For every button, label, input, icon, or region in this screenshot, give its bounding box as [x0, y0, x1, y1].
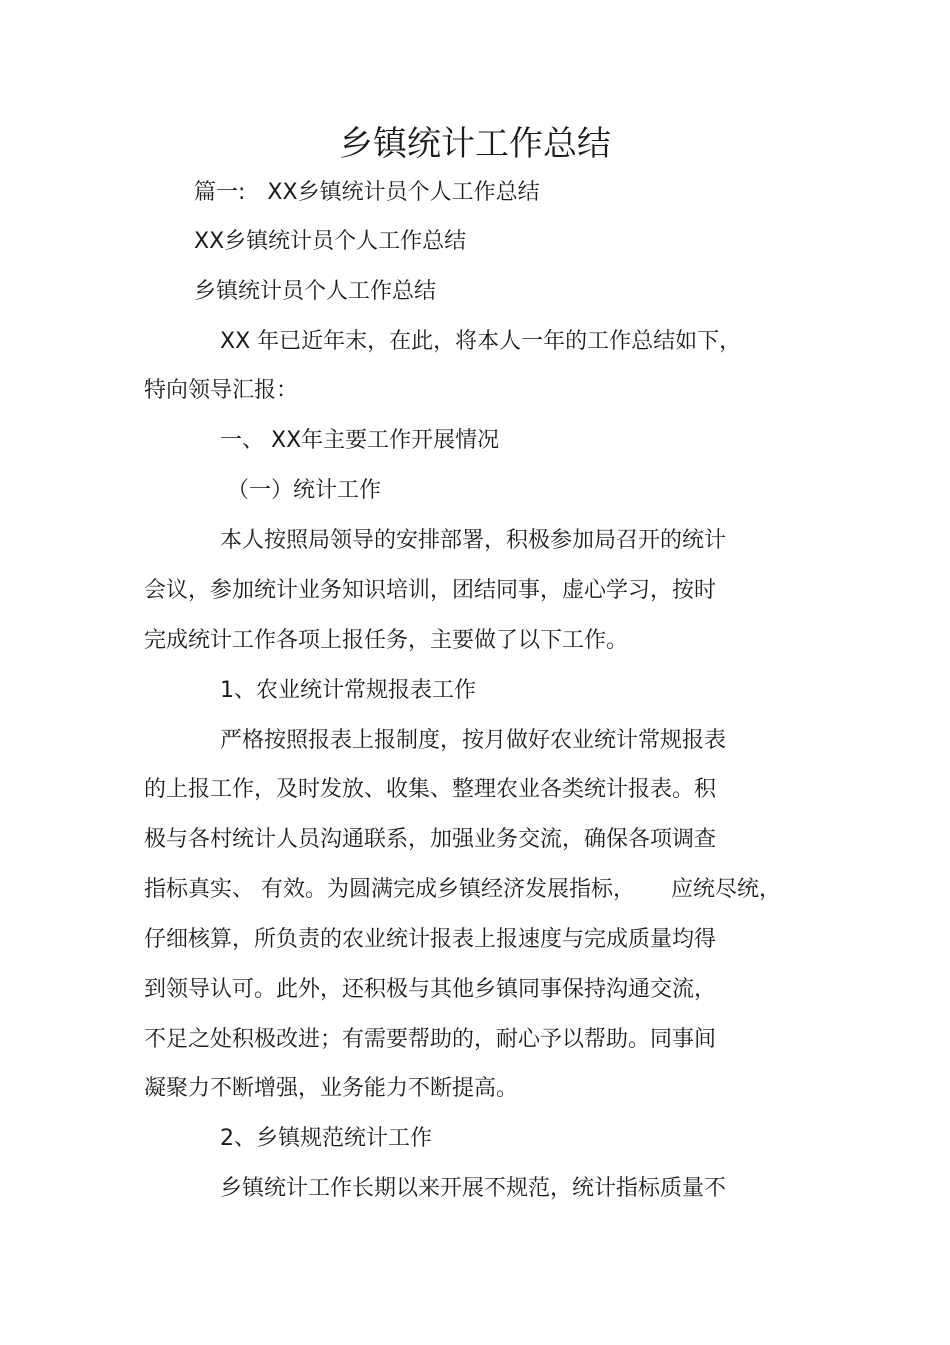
paragraph-line: XX 年已近年末，在此，将本人一年的工作总结如下， — [220, 329, 742, 354]
paragraph-line: 到领导认可。此外，还积极与其他乡镇同事保持沟通交流， — [144, 977, 717, 1002]
paragraph-line-part: 指标真实、 有效。为圆满完成乡镇经济发展指标， — [144, 877, 635, 902]
paragraph-line: 特向领导汇报： — [144, 378, 299, 403]
paragraph-line: 的上报工作，及时发放、收集、整理农业各类统计报表。积 — [144, 777, 717, 802]
paragraph-line: 会议，参加统计业务知识培训，团结同事，虚心学习，按时 — [144, 578, 717, 603]
paragraph-line: 完成统计工作各项上报任务，主要做了以下工作。 — [144, 628, 629, 653]
paragraph-line: 凝聚力不断增强，业务能力不断提高。 — [144, 1076, 519, 1101]
paragraph-line: 本人按照局领导的安排部署，积极参加局召开的统计 — [220, 528, 727, 553]
section-heading: 一、 XX年主要工作开展情况 — [220, 428, 500, 453]
subsection-heading: （一）统计工作 — [227, 478, 382, 503]
paragraph-line: 极与各村统计人员沟通联系，加强业务交流，确保各项调查 — [144, 827, 717, 852]
subheading-b: 乡镇统计员个人工作总结 — [194, 279, 437, 304]
paragraph-line-part: 应统尽统， — [671, 877, 782, 902]
paragraph-line — [144, 875, 781, 905]
paragraph-line: 仔细核算，所负责的农业统计报表上报速度与完成质量均得 — [144, 927, 717, 952]
document-title: 乡镇统计工作总结 — [339, 124, 611, 164]
paragraph-line: 严格按照报表上报制度，按月做好农业统计常规报表 — [220, 728, 727, 753]
item-heading: 2、乡镇规范统计工作 — [220, 1126, 432, 1151]
part-title: XX乡镇统计员个人工作总结 — [267, 180, 540, 205]
paragraph-line: 乡镇统计工作长期以来开展不规范，统计指标质量不 — [220, 1176, 727, 1201]
item-heading: 1、农业统计常规报表工作 — [220, 678, 476, 703]
paragraph-line: 不足之处积极改进；有需要帮助的，耐心予以帮助。同事间 — [144, 1027, 717, 1052]
subheading-a: XX乡镇统计员个人工作总结 — [194, 229, 467, 254]
part-heading — [194, 178, 540, 208]
part-label: 篇一: — [194, 180, 246, 205]
